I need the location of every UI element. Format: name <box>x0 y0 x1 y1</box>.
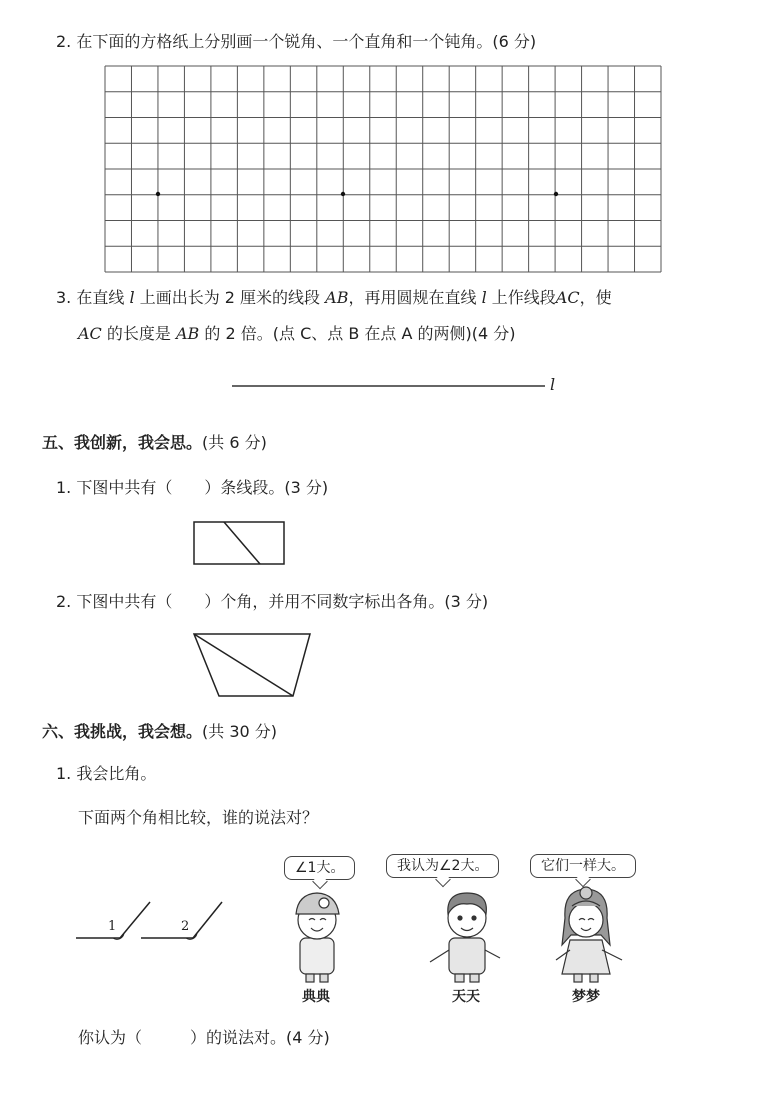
sec5-q1-text: 下图中共有（ ）条线段。 <box>76 478 285 497</box>
q3-line-2 <box>78 326 516 342</box>
section-5-score: (共 6 分) <box>202 433 267 452</box>
line-l-label: l <box>550 375 556 394</box>
section-5-heading: 五、我创新，我会思。 <box>42 433 203 452</box>
sec6-q1-answer-line <box>78 1030 330 1046</box>
trapezoid-diagonal <box>194 634 293 696</box>
grid-dot-1 <box>156 192 160 196</box>
q3-text-g: 的 2 倍。(点 C、点 B 在点 A 的两侧) <box>204 324 472 343</box>
angle2-label: 2 <box>181 919 190 934</box>
name-meng-meng: 梦梦 <box>572 989 600 1005</box>
sec5-q2-score: (3 分) <box>444 592 489 611</box>
sec5-q1-number: 1. <box>56 478 72 497</box>
q2-score: (6 分) <box>492 32 537 51</box>
grid-paper[interactable] <box>105 66 661 272</box>
q3-line-1 <box>56 290 612 306</box>
sec6-q1-line <box>56 766 156 782</box>
q3-text-f: 的长度是 <box>106 324 171 343</box>
q3-line-l-2: l <box>481 288 487 307</box>
sec6-q1-text: 我会比角。 <box>76 764 157 783</box>
speech-bubble-tian-tian: 我认为∠2大。 <box>386 854 499 878</box>
q3-segment-ab-2: AB <box>176 324 200 343</box>
grid-dot-2 <box>341 192 345 196</box>
sec6-q1-answer-score: (4 分) <box>286 1028 330 1047</box>
section-6-score: (共 30 分) <box>202 722 278 741</box>
sec5-q2-text: 下图中共有（ ）个角，并用不同数字标出各角。 <box>76 592 445 611</box>
q2-text: 在下面的方格纸上分别画一个锐角、一个直角和一个钝角。 <box>76 32 493 51</box>
dian-dian-character <box>296 893 339 982</box>
section-6-heading: 六、我挑战，我会想。 <box>42 722 203 741</box>
name-dian-dian: 典典 <box>302 989 330 1005</box>
name-tian-tian: 天天 <box>452 989 480 1005</box>
q3-score: (4 分) <box>471 324 516 343</box>
q3-segment-ab: AB <box>325 288 349 307</box>
q3-text-e: ，使 <box>579 288 612 307</box>
meng-meng-character <box>556 887 622 982</box>
sec5-q2-line <box>56 594 488 610</box>
sec6-q1-subtext: 下面两个角相比较，谁的说法对？ <box>78 808 319 827</box>
angle1-slant-ray <box>120 902 150 938</box>
angle1-label: 1 <box>108 919 117 934</box>
rectangle-diagonal <box>224 522 260 564</box>
q3-segment-ac: AC <box>555 288 580 307</box>
section-6-title <box>42 724 277 740</box>
q3-segment-ac-2: AC <box>78 324 102 343</box>
angle2-slant-ray <box>193 902 222 938</box>
sec5-q1-line <box>56 480 328 496</box>
sec6-q1-number: 1. <box>56 764 72 783</box>
q3-number: 3. <box>56 288 72 307</box>
tian-tian-character <box>430 893 500 982</box>
sec5-q1-score: (3 分) <box>284 478 329 497</box>
trapezoid-figure <box>194 634 310 696</box>
speech-bubble-meng-meng: 它们一样大。 <box>530 854 636 878</box>
rectangle-figure <box>194 522 284 564</box>
q3-line-l-1: l <box>129 288 135 307</box>
q3-text-c: ，再用圆规在直线 <box>348 288 477 307</box>
grid-dot-3 <box>554 192 558 196</box>
sec5-q2-number: 2. <box>56 592 72 611</box>
sec6-q1-answer[interactable]: 你认为（ ）的说法对。 <box>78 1028 287 1047</box>
q2-number: 2. <box>56 32 72 51</box>
section-5-title <box>42 435 267 451</box>
q3-text-d: 上作线段 <box>491 288 556 307</box>
q3-text-b: 上画出长为 2 厘米的线段 <box>139 288 321 307</box>
speech-bubble-dian-dian: ∠1大。 <box>284 856 355 880</box>
q3-text-a: 在直线 <box>76 288 125 307</box>
